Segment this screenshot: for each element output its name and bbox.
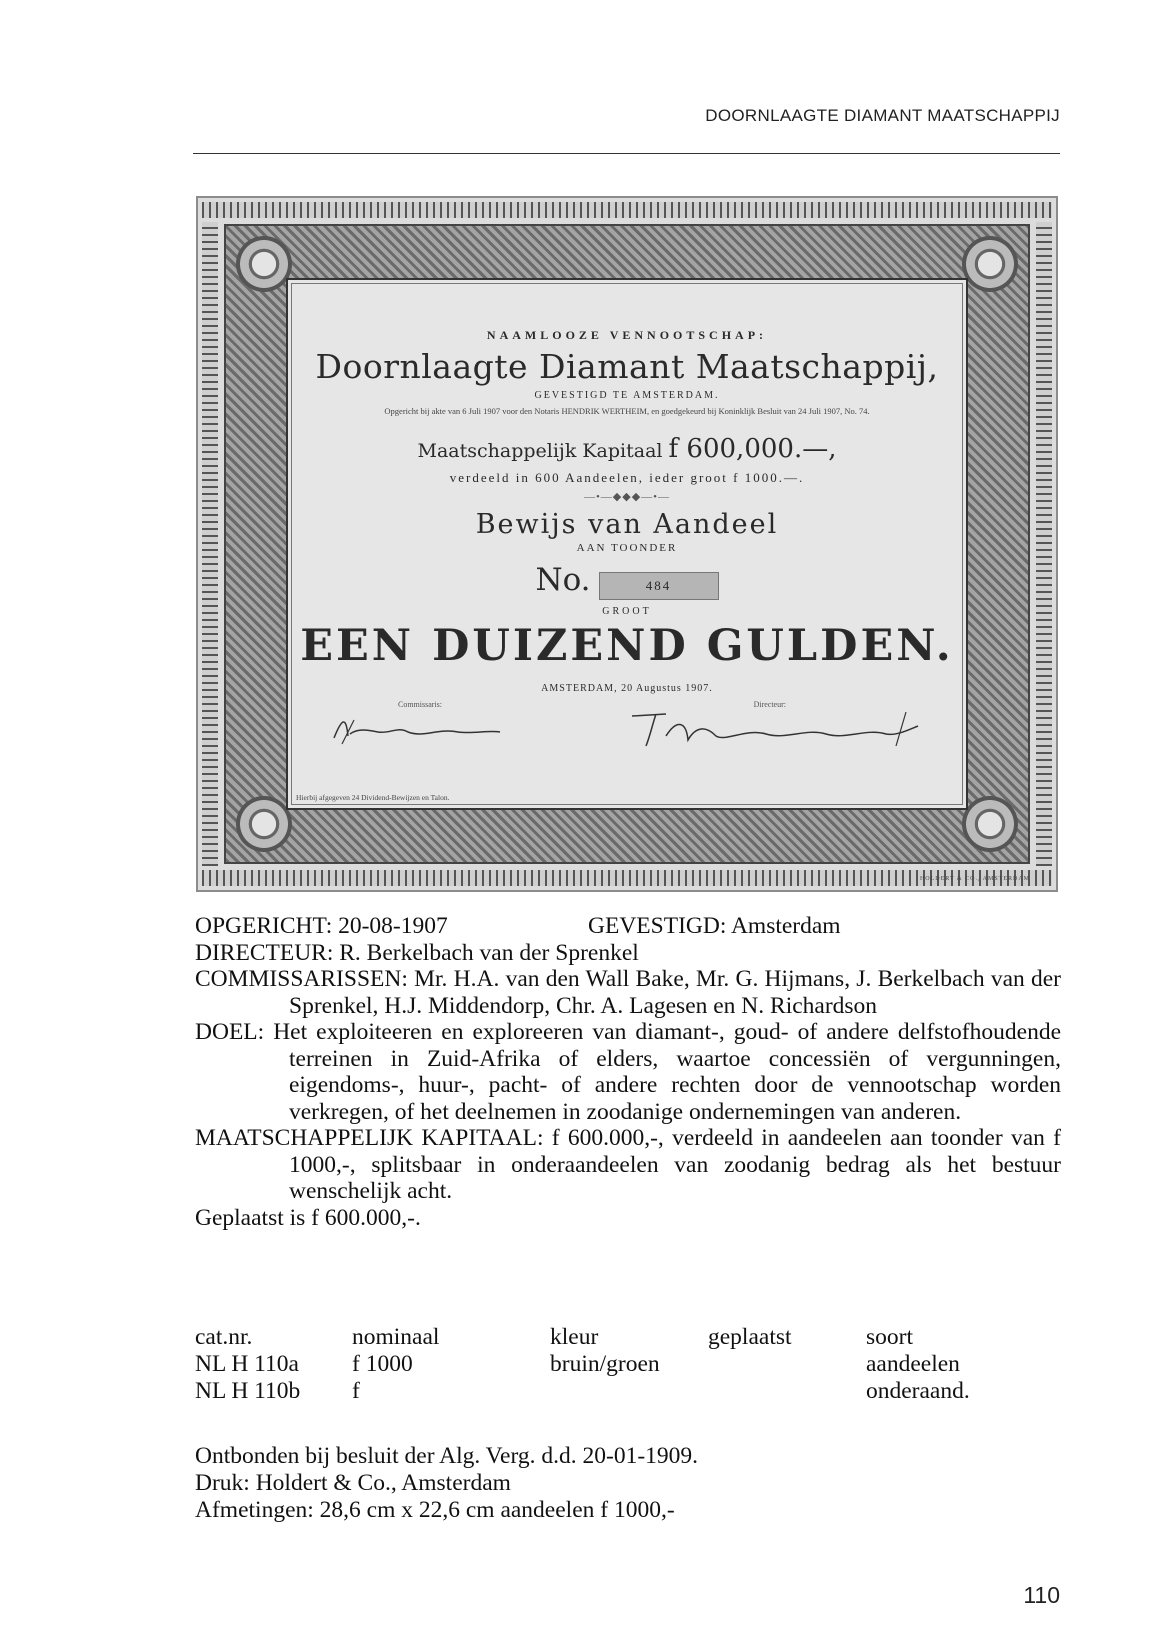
purpose: DOEL: Het exploiteeren en exploreeren van diamant-, goud- of andere delfstofhoudende terreinen in Zuid-Afrika of elders, waartoe concessiën of vergunningen, eigendoms-, huur-, pacht- of andere rechten door de vennootschap worden verkregen, of het deelnemen in zoodanige ondernemingen van anderen.	[195, 1019, 1061, 1125]
page-number: 110	[1023, 1582, 1060, 1608]
table-row	[195, 1378, 970, 1405]
certificate-coupon-note: Hierbij afgegeven 24 Dividend-Bewijzen en Talon.	[296, 793, 450, 802]
issued-capital: Geplaatst is f 600.000,-.	[195, 1204, 421, 1231]
founded-date: OPGERICHT: 20-08-1907	[195, 913, 448, 939]
certificate-company-name: Doornlaagte Diamant Maatschappij,	[315, 347, 939, 386]
table-cell: onderaand.	[866, 1378, 970, 1404]
certificate-place-date: AMSTERDAM, 20 Augustus 1907.	[541, 683, 713, 694]
certificate-ornament: —•—◆◆◆—•—	[583, 491, 671, 503]
table-cell: aandeelen	[866, 1351, 960, 1377]
table-row	[195, 1351, 970, 1378]
table-header-row	[195, 1324, 970, 1351]
certificate-role-left: Commissaris:	[398, 700, 443, 709]
certificate-capital-amount: f 600,000.—,	[668, 434, 837, 464]
catalogue-table	[195, 1324, 970, 1405]
table-cell: NL H 110b	[195, 1378, 301, 1404]
certificate-stripe-top	[202, 202, 1052, 218]
footer-notes	[195, 1443, 698, 1524]
certificate-company-kind: NAAMLOOZE VENNOOTSCHAP:	[486, 328, 768, 342]
table-header-cell: kleur	[550, 1324, 599, 1350]
commissioners: COMMISSARISSEN: Mr. H.A. van den Wall Bake, Mr. G. Hijmans, J. Berkelbach van der Sprenkel, H.J. Middendorp, Chr. A. Lagesen en N. Richardson	[195, 966, 1061, 1019]
directeur-signature-icon	[626, 706, 926, 752]
corner-rosette-icon	[962, 796, 1018, 852]
director: DIRECTEUR: R. Berkelbach van der Sprenkel	[195, 939, 639, 966]
certificate-bearer: AAN TOONDER	[576, 542, 678, 554]
table-cell: f	[352, 1378, 360, 1404]
certificate-value-text: EEN DUIZEND GULDEN.	[300, 621, 954, 671]
certificate-stripe-right	[1036, 222, 1052, 866]
table-cell: f 1000	[352, 1351, 413, 1377]
share-certificate-image	[196, 196, 1058, 892]
certificate-stripe-left	[202, 222, 218, 866]
corner-rosette-icon	[962, 236, 1018, 292]
commissaris-signature-icon	[328, 708, 508, 748]
header-rule	[193, 153, 1060, 154]
certificate-groot: GROOT	[602, 606, 652, 617]
table-cell	[550, 1378, 708, 1405]
certificate-role-right: Directeur:	[753, 700, 786, 709]
table-header-cell: geplaatst	[708, 1324, 792, 1350]
table-header-cell: cat.nr.	[195, 1324, 253, 1350]
dissolution-note: Ontbonden bij besluit der Alg. Verg. d.d. 20-01-1909.	[195, 1443, 699, 1469]
certificate-capital-label: Maatschappelijk Kapitaal	[417, 440, 663, 462]
certificate-distribution: verdeeld in 600 Aandeelen, ieder groot f 1000.—.	[449, 470, 805, 485]
corner-rosette-icon	[236, 236, 292, 292]
table-header-cell: soort	[866, 1324, 913, 1350]
certificate-text-panel	[286, 278, 968, 810]
certificate-printer-mark: HOLDERT & CO., AMSTERDAM	[919, 876, 1030, 882]
table-cell: NL H 110a	[195, 1351, 299, 1377]
founding-row	[195, 913, 1061, 940]
table-header-cell: nominaal	[352, 1324, 440, 1350]
authorized-capital: MAATSCHAPPELIJK KAPITAAL: f 600.000,-, verdeeld in aandeelen aan toonder van f 1000,-, splitsbaar in onderaandeelen van zoodanig bedrag als het bestuur wenschelijk acht.	[195, 1125, 1061, 1204]
printer-note: Druk: Holdert & Co., Amsterdam	[195, 1470, 511, 1496]
certificate-number-label: No.	[535, 562, 591, 598]
table-cell	[708, 1351, 866, 1378]
company-details	[195, 913, 1061, 1231]
running-title: DOORNLAAGTE DIAMANT MAATSCHAPPIJ	[705, 106, 1060, 125]
dimensions-note: Afmetingen: 28,6 cm x 22,6 cm aandeelen f 1000,-	[195, 1497, 675, 1523]
certificate-capital	[288, 434, 966, 464]
certificate-foundation-line: Opgericht bij akte van 6 Juli 1907 voor den Notaris HENDRIK WERTHEIM, en goedgekeurd bij Koninklijk Besluit van 24 Juli 1907, No. 74.	[384, 406, 870, 416]
certificate-number-row	[288, 562, 966, 600]
table-cell	[708, 1378, 866, 1405]
corner-rosette-icon	[236, 796, 292, 852]
certificate-title: Bewijs van Aandeel	[475, 509, 779, 540]
table-cell: bruin/groen	[550, 1351, 660, 1377]
seat-location: GEVESTIGD: Amsterdam	[588, 913, 841, 939]
certificate-number-value: 484	[599, 572, 719, 600]
certificate-seat: GEVESTIGD TE AMSTERDAM.	[534, 390, 720, 401]
